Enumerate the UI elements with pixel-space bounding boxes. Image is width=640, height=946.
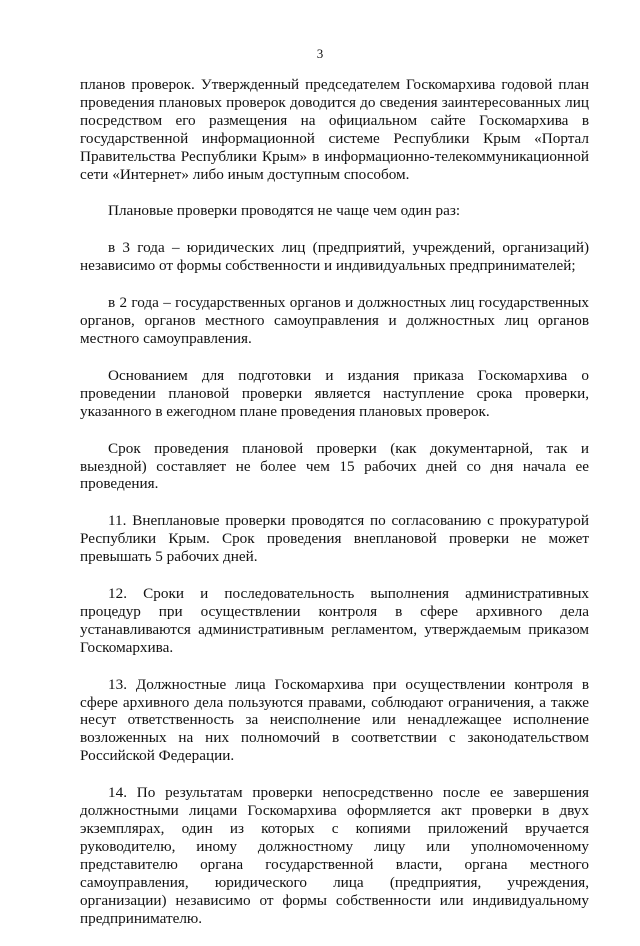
paragraph-plan-publication: планов проверок. Утвержденный председателем Госкомархива годовой план проведения плановых проверок доводится до сведения заинтересованных лиц посредством его размещения на официальном сайте Госкомархива в государственной информационной системе Республики Крым «Портал Правительства Республики Крым» в информационно-телекоммуникационной сети «Интернет» либо иным доступным способом. bbox=[80, 76, 589, 183]
paragraph-item-12: 12. Сроки и последовательность выполнения административных процедур при осуществлении контроля в сфере архивного дела устанавливаются административным регламентом, утверждаемым приказом Госкомархива. bbox=[80, 585, 589, 656]
paragraph-three-years: в 3 года – юридических лиц (предприятий, учреждений, организаций) независимо от формы собственности и индивидуальных предпринимателей; bbox=[80, 239, 589, 275]
paragraph-two-years: в 2 года – государственных органов и должностных лиц государственных органов, органов местного самоуправления и должностных лиц органов местного самоуправления. bbox=[80, 294, 589, 347]
document-body bbox=[80, 76, 589, 946]
paragraph-item-14: 14. По результатам проверки непосредственно после ее завершения должностными лицами Госкомархива оформляется акт проверки в двух экземплярах, один из которых с копиями приложений вручается руководителю, иному должностному лицу или уполномоченному представителю органа государственной власти, органа местного самоуправления, юридического лица (предприятия, учреждения, организации) независимо от формы собственности или индивидуальному предпринимателю. bbox=[80, 784, 589, 927]
paragraph-item-11: 11. Внеплановые проверки проводятся по согласованию с прокуратурой Республики Крым. Срок проведения внеплановой проверки не может превышать 5 рабочих дней. bbox=[80, 512, 589, 566]
paragraph-planned-frequency: Плановые проверки проводятся не чаще чем один раз: bbox=[108, 202, 461, 220]
paragraph-planned-duration: Срок проведения плановой проверки (как документарной, так и выездной) составляет не более чем 15 рабочих дней со дня начала ее проведения. bbox=[80, 439, 589, 493]
paragraph-basis-for-order: Основанием для подготовки и издания приказа Госкомархива о проведении плановой проверки является наступление срока проверки, указанного в ежегодном плане проведения плановых проверок. bbox=[80, 366, 589, 420]
page-number: 3 bbox=[316, 46, 324, 61]
paragraph-item-13: 13. Должностные лица Госкомархива при осуществлении контроля в сфере архивного дела пользуются правами, соблюдают ограничения, а также несут ответственность за неисполнение или ненадлежащее исполнение возложенных на них полномочий в соответствии с законодательством Российской Федерации. bbox=[80, 675, 589, 765]
